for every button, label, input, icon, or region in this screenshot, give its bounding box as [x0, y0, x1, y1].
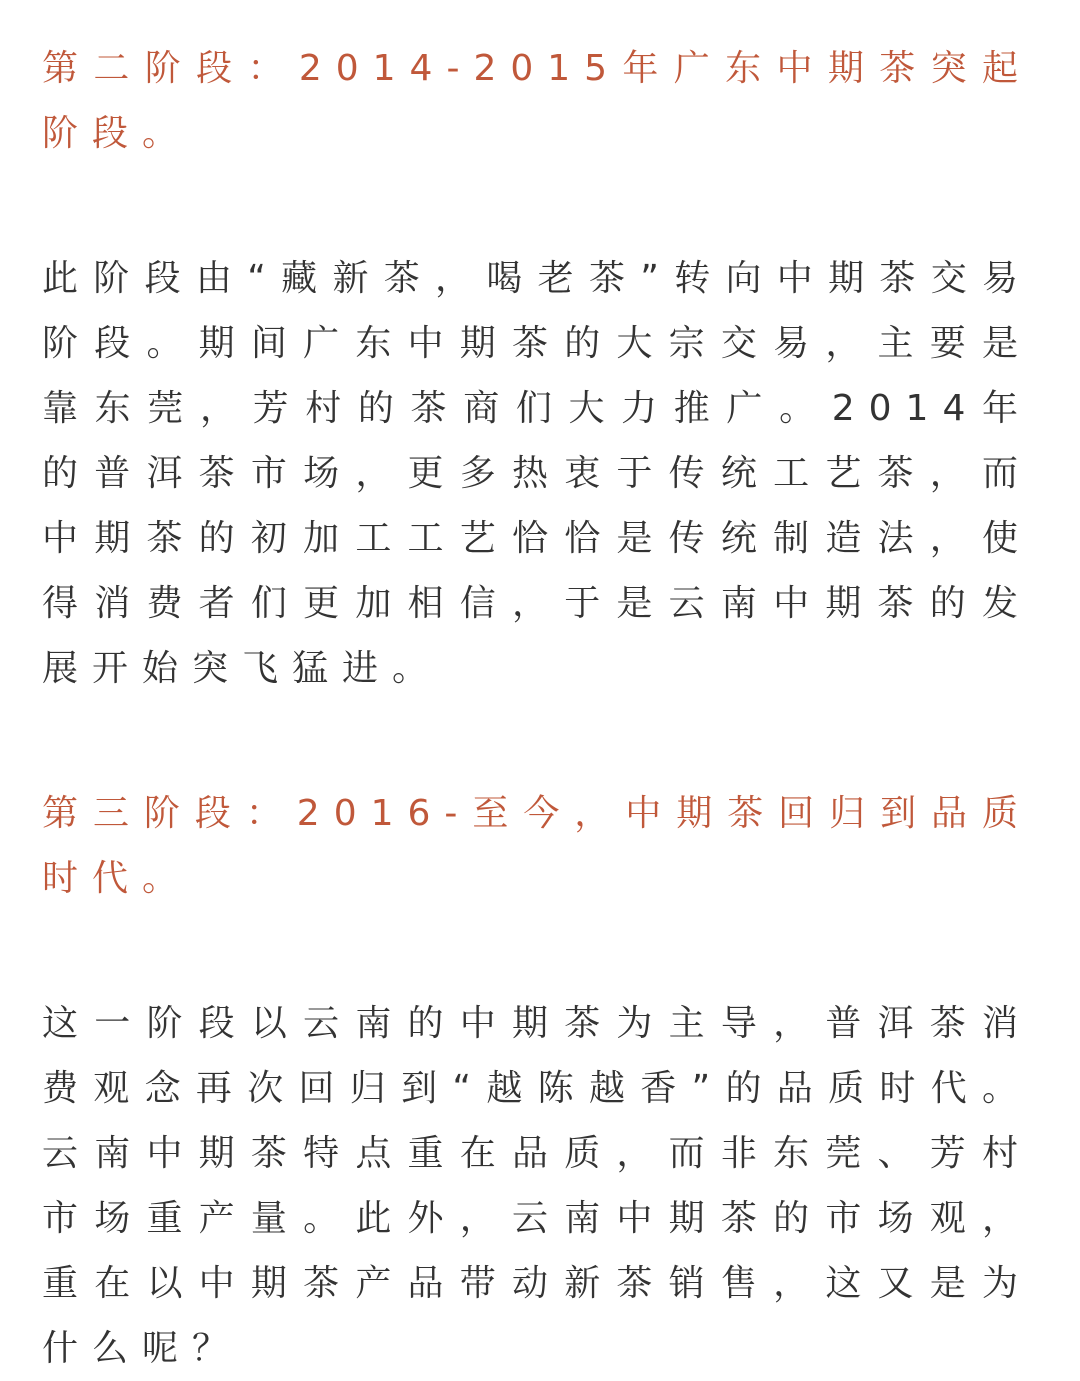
article-body — [42, 36, 1032, 1381]
section-paragraph-stage-3: 这一阶段以云南的中期茶为主导，普洱茶消费观念再次回归到“越陈越香”的品质时代。云南中期茶特点重在品质，而非东莞、芳村市场重产量。此外，云南中期茶的市场观，重在以中期茶产品带动新茶销售，这又是为什么呢？ — [42, 1003, 1032, 1369]
section-heading-stage-2: 第二阶段：2014-2015年广东中期茶突起阶段。 — [42, 48, 1032, 154]
section-paragraph-stage-2: 此阶段由“藏新茶，喝老茶”转向中期茶交易阶段。期间广东中期茶的大宗交易，主要是靠东莞，芳村的茶商们大力推广。2014年的普洱茶市场，更多热衷于传统工艺茶，而中期茶的初加工工艺恰恰是传统制造法，使得消费者们更加相信，于是云南中期茶的发展开始突飞猛进。 — [42, 258, 1032, 689]
section-heading-stage-3: 第三阶段：2016-至今，中期茶回归到品质时代。 — [42, 793, 1032, 899]
